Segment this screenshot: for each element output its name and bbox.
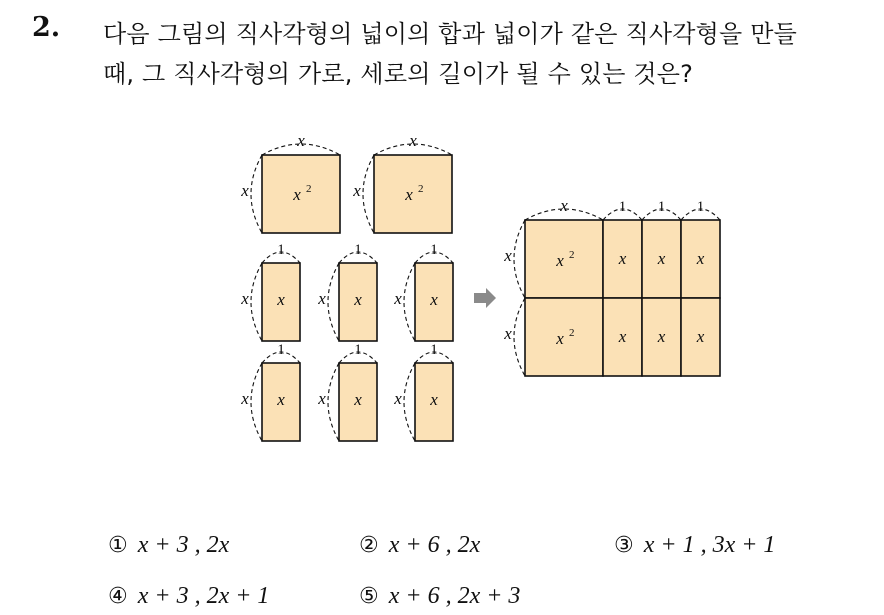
combined-cell-1-1-area: x: [556, 251, 564, 270]
combined-cell-1-1: [525, 220, 603, 298]
rect-1-side-label: x: [241, 289, 249, 308]
question-text-line-2: 때, 그 직사각형의 가로, 세로의 길이가 될 수 있는 것은?: [103, 60, 694, 88]
combined-cell-1-3-area: x: [657, 249, 666, 268]
rect-6-side-arc: [404, 363, 415, 441]
choice-1[interactable]: [108, 532, 229, 559]
square-2-area-exp: 2: [418, 183, 424, 195]
combined-cell-2-3-area: x: [657, 327, 666, 346]
combined-row-1-side-label: x: [504, 246, 512, 265]
square-1-top-label: x: [297, 131, 305, 150]
combined-row-2-side-label: x: [504, 324, 512, 343]
rect-4-side-label: x: [241, 389, 249, 408]
question-text-line-1: 다음 그림의 직사각형의 넓이의 합과 넓이가 같은 직사각형을 만들: [103, 20, 797, 48]
rect-4-top-label: 1: [277, 342, 285, 358]
combined-cell-2-1: [525, 298, 603, 376]
combined-col-1-top-label: x: [560, 196, 568, 215]
arrow-icon: [474, 288, 496, 308]
combined-cell-2-1-area: x: [556, 329, 564, 348]
combined-col-4-top-label: 1: [696, 199, 705, 215]
rect-2-side-label: x: [318, 289, 326, 308]
combined-cell-2-2-area: x: [618, 327, 627, 346]
square-2-side-label: x: [353, 181, 361, 200]
rect-5-area: x: [354, 390, 362, 409]
rect-1-side-arc: [251, 263, 262, 341]
choice-3-text: x + 1 , 3x + 1: [643, 532, 776, 558]
choice-3[interactable]: [614, 532, 775, 559]
choice-4[interactable]: [108, 583, 269, 610]
rect-3-side-arc: [404, 263, 415, 341]
choice-4-number: ④: [108, 584, 128, 609]
combined-row-1-side-arc: [514, 220, 525, 298]
choice-2-number: ②: [359, 533, 379, 558]
rect-4-side-arc: [251, 363, 262, 441]
combined-cell-2-1-area-exp: 2: [569, 327, 575, 339]
tile-group: [240, 131, 720, 441]
choice-2-text: x + 6 , 2x: [388, 532, 481, 558]
rect-2-side-arc: [328, 263, 339, 341]
square-1-area: x: [293, 185, 301, 204]
square-1-side-arc: [251, 155, 262, 233]
rect-6-side-label: x: [394, 389, 402, 408]
choice-2[interactable]: [359, 532, 480, 559]
combined-cell-1-2-area: x: [618, 249, 627, 268]
square-2-top-label: x: [409, 131, 417, 150]
choice-4-text: x + 3 , 2x + 1: [137, 583, 270, 609]
choice-5-number: ⑤: [359, 584, 379, 609]
combined-row-2-side-arc: [514, 298, 525, 376]
square-2-side-arc: [363, 155, 374, 233]
choice-3-number: ③: [614, 533, 634, 558]
rect-5-side-label: x: [318, 389, 326, 408]
combined-cell-2-4-area: x: [696, 327, 705, 346]
square-1-side-label: x: [241, 181, 249, 200]
combined-col-3-top-label: 1: [657, 199, 666, 215]
rect-3-side-label: x: [394, 289, 402, 308]
choice-5[interactable]: [359, 583, 520, 610]
rect-1-top-label: 1: [277, 242, 285, 258]
square-1-area-exp: 2: [306, 183, 312, 195]
rect-2-top-label: 1: [354, 242, 362, 258]
question-number: 2.: [32, 12, 61, 43]
rect-3-area: x: [430, 290, 438, 309]
rect-6-area: x: [430, 390, 438, 409]
rect-4-area: x: [277, 390, 285, 409]
combined-cell-1-4-area: x: [696, 249, 705, 268]
rect-5-top-label: 1: [354, 342, 362, 358]
rect-1-area: x: [277, 290, 285, 309]
choice-1-number: ①: [108, 533, 128, 558]
rect-6-top-label: 1: [430, 342, 438, 358]
choice-1-text: x + 3 , 2x: [137, 532, 230, 558]
square-tile-1: [262, 155, 340, 233]
rect-3-top-label: 1: [430, 242, 438, 258]
combined-col-2-top-label: 1: [618, 199, 627, 215]
choice-5-text: x + 6 , 2x + 3: [388, 583, 521, 609]
combined-cell-1-1-area-exp: 2: [569, 249, 575, 261]
square-tile-2: [374, 155, 452, 233]
rect-5-side-arc: [328, 363, 339, 441]
square-2-area: x: [405, 185, 413, 204]
rect-2-area: x: [354, 290, 362, 309]
